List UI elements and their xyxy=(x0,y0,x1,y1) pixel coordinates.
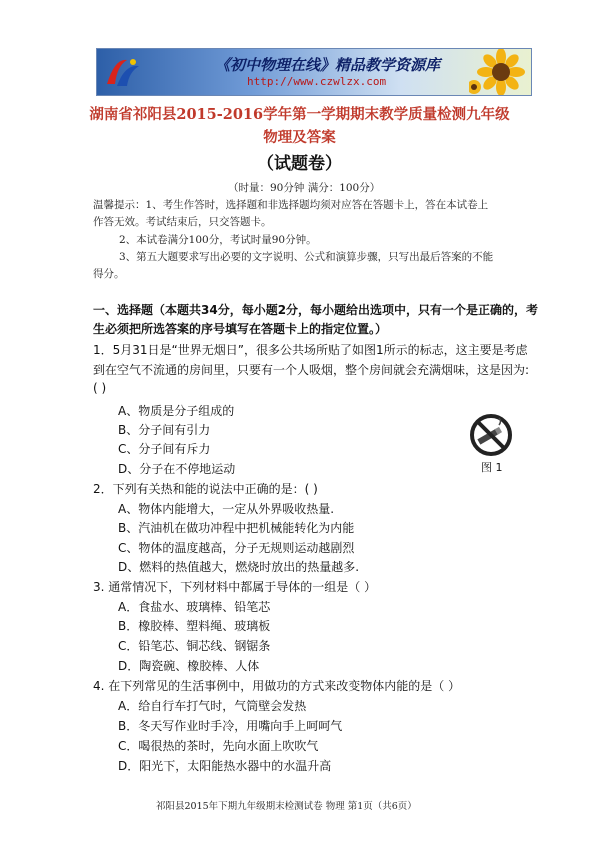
question-1-option-c: C、分子间有斥力 xyxy=(118,442,211,456)
question-1-text: 1．5月31日是“世界无烟日”，很多公共场所贴了如图1所示的标志，这主要是考虑 xyxy=(93,343,528,357)
sunflower-icon xyxy=(469,49,529,95)
question-3-option-a: A．食盐水、玻璃棒、铅笔芯 xyxy=(118,600,271,614)
question-2-option-a: A、物体内能增大，一定从外界吸收热量. xyxy=(118,502,335,516)
note-line: 温馨提示：1、考生作答时，选择题和非选择题均须对应答在答题卡上，答在本试卷上 xyxy=(93,199,489,211)
question-1-bracket: ( ) xyxy=(93,381,107,395)
question-2-text: 2．下列有关热和能的说法中正确的是：( ) xyxy=(93,482,318,496)
question-4-option-a: A．给自行车打气时，气筒壁会发热 xyxy=(118,699,307,713)
figure-label: 图 1 xyxy=(481,461,503,474)
question-2-option-d: D、燃料的热值越大，燃烧时放出的热量越多. xyxy=(118,560,360,574)
header-banner xyxy=(96,48,532,96)
note-line: 2、本试卷满分100分，考试时量90分钟。 xyxy=(119,234,317,246)
paper-type: （试题卷） xyxy=(257,154,342,174)
question-1-text: 到在空气不流通的房间里，只要有一个人吸烟，整个房间就会充满烟味，这是因为: xyxy=(93,363,530,377)
document-subtitle: 物理及答案 xyxy=(263,129,336,146)
note-line: 3、第五大题要求写出必要的文字说明、公式和演算步骤，只写出最后答案的不能 xyxy=(119,251,494,263)
question-4-text: 4. 在下列常见的生活事例中，用做功的方式来改变物体内能的是（ ） xyxy=(93,679,461,693)
question-4-option-d: D．阳光下，太阳能热水器中的水温升高 xyxy=(118,759,332,773)
page-footer: 祁阳县2015年下期九年级期末检测试卷 物理 第1页（共6页） xyxy=(156,801,417,812)
question-1-option-d: D、分子在不停地运动 xyxy=(118,462,236,476)
question-2-option-b: B、汽油机在做功冲程中把机械能转化为内能 xyxy=(118,521,355,535)
question-3-option-d: D．陶瓷碗、橡胶棒、人体 xyxy=(118,659,260,673)
no-smoking-icon xyxy=(469,413,513,457)
question-1-option-b: B、分子间有引力 xyxy=(118,423,211,437)
banner-url[interactable]: http://www.czwlzx.com xyxy=(247,75,387,88)
logo-icon xyxy=(103,54,143,90)
note-line: 作答无效。考试结束后，只交答题卡。 xyxy=(93,216,272,228)
question-4-option-c: C．喝很热的茶时，先向水面上吹吹气 xyxy=(118,739,319,753)
question-2-option-c: C、物体的温度越高，分子无规则运动越剧烈 xyxy=(118,541,355,555)
banner-title: 《初中物理在线》精品教学资源库 xyxy=(215,56,441,74)
question-3-option-b: B．橡胶棒、塑料绳、玻璃板 xyxy=(118,619,271,633)
document-title: 湖南省祁阳县2015-2016学年第一学期期末教学质量检测九年级 xyxy=(89,106,510,123)
section-heading: 一、选择题（本题共34分，每小题2分，每小题给出选项中，只有一个是正确的，考 xyxy=(93,303,539,317)
time-score-info: （时量：90分钟 满分：100分） xyxy=(228,182,381,194)
note-line: 得分。 xyxy=(93,268,125,280)
question-1-option-a: A、物质是分子组成的 xyxy=(118,404,235,418)
section-heading-cont: 生必须把所选答案的序号填写在答题卡上的指定位置。） xyxy=(93,322,388,336)
question-3-text: 3. 通常情况下，下列材料中都属于导体的一组是（ ） xyxy=(93,580,377,594)
question-3-option-c: C．铅笔芯、铜芯线、钢锯条 xyxy=(118,639,271,653)
question-4-option-b: B．冬天写作业时手冷，用嘴向手上呵呵气 xyxy=(118,719,343,733)
